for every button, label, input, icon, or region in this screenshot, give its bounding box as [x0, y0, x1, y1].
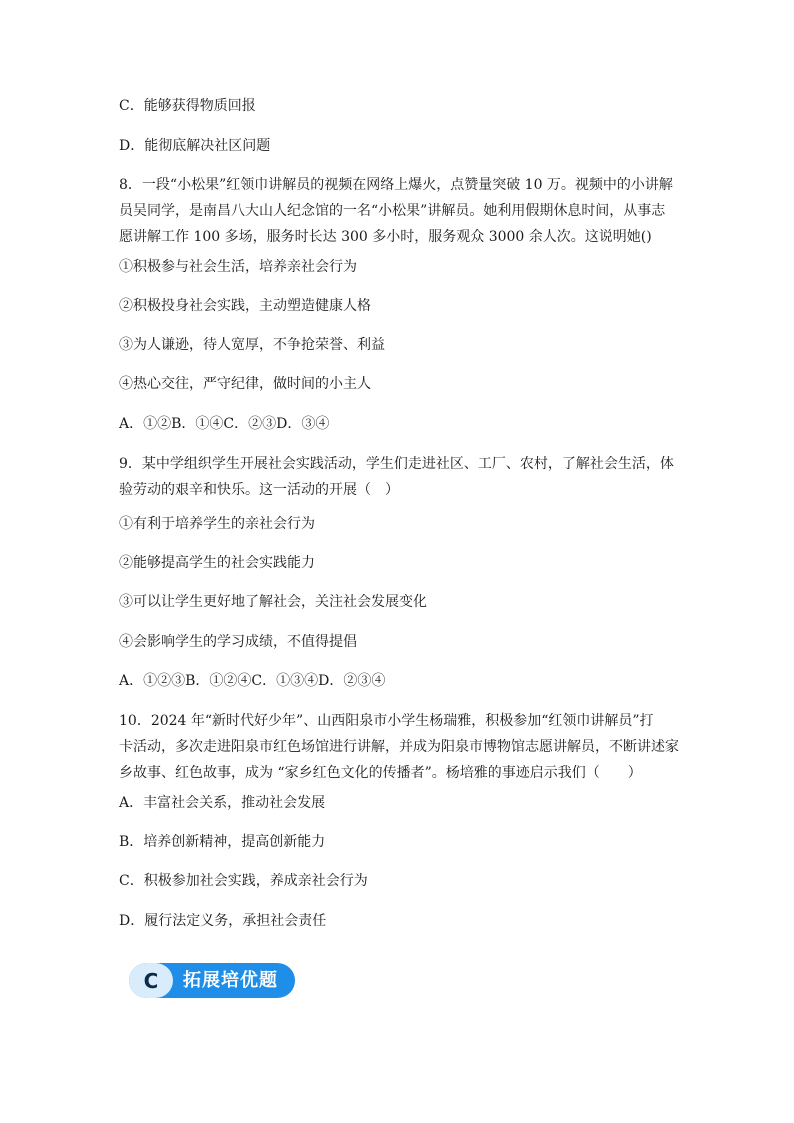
section-title: 拓展培优题 [183, 970, 278, 991]
q10-option-b: B．培养创新精神，提高创新能力 [119, 834, 326, 850]
section-badge [129, 963, 295, 998]
q9-stem-line: 9．某中学组织学生开展社会实践活动，学生们走进社区、工厂、农村，了解社会生活，体 [119, 456, 674, 472]
section-letter-circle [129, 963, 173, 998]
q8-item-1: ①积极参与社会生活，培养亲社会行为 [119, 259, 357, 275]
q8-item-4: ④热心交往，严守纪律，做时间的小主人 [119, 376, 371, 392]
q9-item-4: ④会影响学生的学习成绩，不值得提倡 [119, 634, 357, 650]
q9-item-2: ②能够提高学生的社会实践能力 [119, 555, 315, 571]
q10-stem-line: 卡活动，多次走进阳泉市红色场馆进行讲解，并成为阳泉市博物馆志愿讲解员，不断讲述家 [119, 739, 679, 755]
q9-options: A．①②③B．①②④C．①③④D．②③④ [119, 673, 386, 689]
q9-stem [119, 451, 679, 503]
q10-stem [119, 708, 679, 786]
q10-option-c: C．积极参加社会实践，养成亲社会行为 [119, 873, 368, 889]
q8-options: A．①②B．①④C．②③D．③④ [119, 416, 330, 432]
section-letter: C [143, 968, 159, 993]
q10-option-d: D．履行法定义务，承担社会责任 [119, 913, 327, 929]
q8-stem [119, 172, 679, 250]
q10-stem-line: 乡故事、红色故事，成为 “家乡红色文化的传播者”。杨培雅的事迹启示我们（ ） [119, 765, 642, 781]
q8-stem-line: 愿讲解工作 100 多场，服务时长达 300 多小时，服务观众 3000 余人次。这说明她() [119, 229, 652, 245]
q9-item-1: ①有利于培养学生的亲社会行为 [119, 516, 315, 532]
q10-stem-line: 10．2024 年“新时代好少年”、山西阳泉市小学生杨瑞雅，积极参加“红领巾讲解员”打 [119, 713, 654, 729]
q9-stem-line: 验劳动的艰辛和快乐。这一活动的开展（ ） [119, 482, 399, 498]
q9-item-3: ③可以让学生更好地了解社会，关注社会发展变化 [119, 594, 427, 610]
q8-stem-line: 员吴同学，是南昌八大山人纪念馆的一名“小松果”讲解员。她利用假期休息时间，从事志 [119, 203, 666, 219]
q7-option-c: C．能够获得物质回报 [119, 98, 256, 114]
q10-option-a: A．丰富社会关系，推动社会发展 [119, 795, 326, 811]
q7-option-d: D．能彻底解决社区问题 [119, 138, 271, 154]
q8-stem-line: 8．一段“小松果”红领巾讲解员的视频在网络上爆火，点赞量突破 10 万。视频中的小讲解 [119, 177, 673, 193]
q8-item-2: ②积极投身社会实践，主动塑造健康人格 [119, 298, 371, 314]
q8-item-3: ③为人谦逊，待人宽厚，不争抢荣誉、利益 [119, 337, 385, 353]
